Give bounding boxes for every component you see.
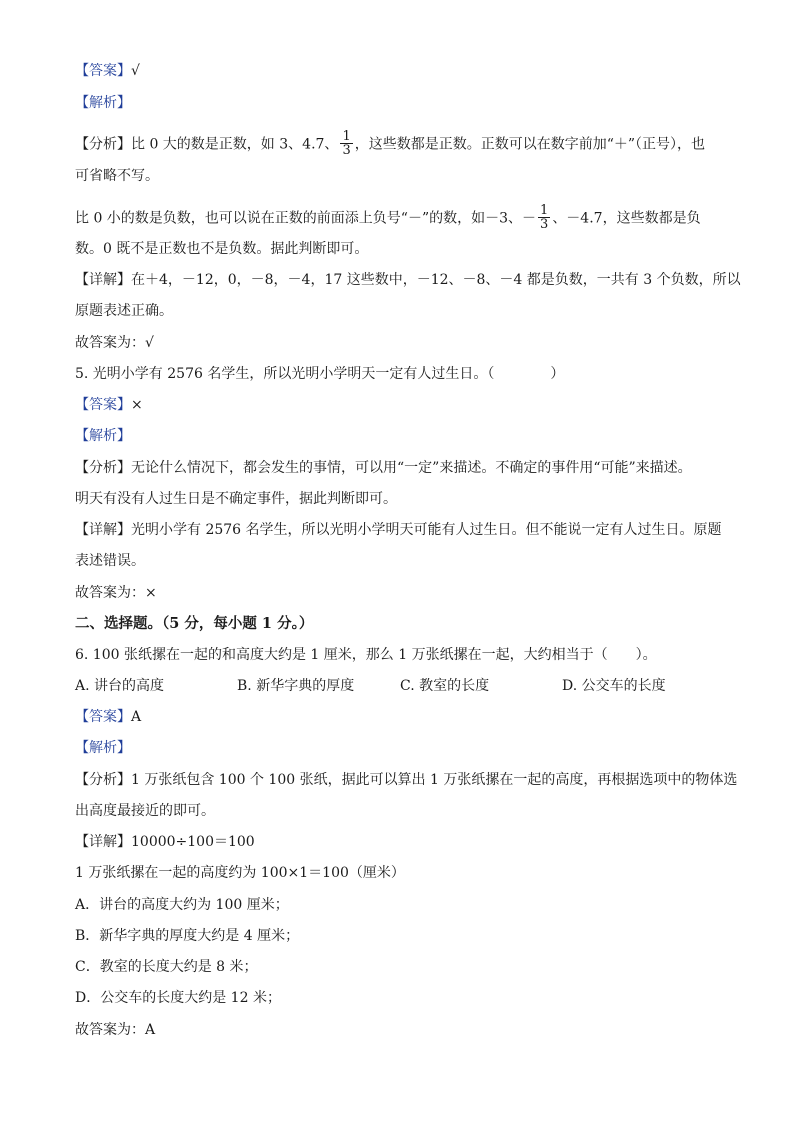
fraction-one-third [538, 204, 550, 231]
q6-analysis-row [75, 739, 131, 757]
detail-text: 在＋4，－12，0，－8，－4，17 这些数中，－12、－8、－4 都是负数，一共有 3 个负数，所以 [131, 272, 741, 288]
q4-fenxi-row-2 [75, 167, 159, 185]
q6-detail-option-d [75, 989, 281, 1007]
q5-fenxi-row-1 [75, 459, 692, 477]
q5-answer-row [75, 396, 143, 414]
answer-value: × [131, 397, 143, 413]
answer-tag: 【答案】 [75, 397, 131, 413]
fenxi-tag: 【分析】 [75, 772, 131, 788]
q6-detail-option-c [75, 958, 258, 976]
answer-tag: 【答案】 [75, 709, 131, 725]
detail-text: C．教室的长度大约是 8 米； [75, 959, 258, 975]
question-text: 6. 100 张纸摞在一起的和高度大约是 1 厘米，那么 1 万张纸摞在一起，大约相当于（ ）。 [75, 647, 657, 663]
fenxi-text: 1 万张纸包含 100 个 100 张纸，据此可以算出 1 万张纸摞在一起的高度，再根据选项中的物体选 [131, 772, 738, 788]
detail-text: 原题表述正确。 [75, 303, 173, 319]
q5-final-answer [75, 584, 157, 602]
question-text: 5. 光明小学有 2576 名学生，所以光明小学明天一定有人过生日。（ ） [75, 366, 565, 382]
q6-question [75, 646, 657, 664]
fenxi-tag: 【分析】 [75, 460, 131, 476]
q4-analysis-row [75, 94, 131, 112]
q6-fenxi-row-2 [75, 802, 215, 820]
analysis-tag: 【解析】 [75, 428, 131, 444]
detail-text: 10000÷100＝100 [131, 834, 255, 850]
q4-fenxi-row-1 [75, 131, 705, 158]
fraction-one-third [340, 130, 352, 157]
q6-final-answer [75, 1021, 155, 1039]
fraction-denominator: 3 [540, 217, 549, 232]
fenxi-text: 比 0 大的数是正数，如 3、4.7、 [131, 136, 339, 153]
q6-answer-row [75, 708, 141, 726]
answer-tag: 【答案】 [75, 63, 131, 79]
q4-final-answer [75, 334, 154, 352]
detail-text: A．讲台的高度大约为 100 厘米； [75, 897, 289, 913]
analysis-tag: 【解析】 [75, 95, 131, 111]
q5-detail-row-2 [75, 552, 145, 570]
detail-text: B．新华字典的厚度大约是 4 厘米； [75, 928, 300, 944]
final-answer-text: 故答案为：× [75, 585, 157, 601]
q4-fenxi-row-3 [75, 205, 701, 232]
analysis-tag: 【解析】 [75, 740, 131, 756]
q6-detail-row-2 [75, 864, 405, 882]
q5-detail-row-1 [75, 521, 722, 539]
q6-detail-option-a [75, 896, 289, 914]
q6-fenxi-row-1 [75, 771, 737, 789]
fenxi-text: 比 0 小的数是负数，也可以说在正数的前面添上负号“－”的数，如－3、－ [75, 210, 537, 227]
final-answer-text: 故答案为：√ [75, 335, 154, 351]
detail-tag: 【详解】 [75, 272, 131, 288]
q4-fenxi-row-4 [75, 240, 368, 258]
fraction-denominator: 3 [342, 143, 351, 158]
fenxi-tag: 【分析】 [75, 136, 131, 153]
detail-tag: 【详解】 [75, 522, 131, 538]
fraction-numerator: 1 [540, 203, 549, 218]
fenxi-text: 无论什么情况下，都会发生的事情，可以用“一定”来描述。不确定的事件用“可能”来描述。 [131, 460, 692, 476]
final-answer-text: 故答案为：A [75, 1022, 156, 1038]
fenxi-text: 、－4.7，这些数都是负 [552, 210, 701, 227]
q5-question [75, 365, 564, 383]
fenxi-text: 出高度最接近的即可。 [75, 803, 215, 819]
q4-detail-row-1 [75, 271, 741, 289]
section-heading-text: 二、选择题。（5 分，每小题 1 分。） [75, 615, 314, 632]
answer-value: A [131, 709, 142, 725]
fenxi-text: ，这些数都是正数。正数可以在数字前加“＋”（正号），也 [354, 136, 706, 153]
q6-detail-option-b [75, 927, 299, 945]
q5-analysis-row [75, 427, 131, 445]
fenxi-text: 可省略不写。 [75, 168, 159, 184]
q6-options [75, 677, 715, 695]
detail-text: 1 万张纸摞在一起的高度约为 100×1＝100（厘米） [75, 865, 405, 881]
fraction-numerator: 1 [342, 129, 351, 144]
detail-tag: 【详解】 [75, 834, 131, 850]
q5-fenxi-row-2 [75, 490, 397, 508]
fenxi-text: 数。0 既不是正数也不是负数。据此判断即可。 [75, 241, 369, 257]
detail-text: 表述错误。 [75, 553, 145, 569]
answer-value: √ [131, 63, 140, 79]
option-c: C. 教室的长度 [400, 678, 490, 694]
option-a: A. 讲台的高度 [75, 678, 165, 694]
q4-answer-row [75, 62, 140, 80]
detail-text: D．公交车的长度大约是 12 米； [75, 990, 281, 1006]
section-heading [75, 615, 313, 633]
option-d: D. 公交车的长度 [562, 678, 666, 694]
q6-detail-row-1 [75, 833, 255, 851]
detail-text: 光明小学有 2576 名学生，所以光明小学明天可能有人过生日。但不能说一定有人过生日。原题 [131, 522, 722, 538]
option-b: B. 新华字典的厚度 [237, 678, 355, 694]
q4-detail-row-2 [75, 302, 173, 320]
fenxi-text: 明天有没有人过生日是不确定事件，据此判断即可。 [75, 491, 397, 507]
